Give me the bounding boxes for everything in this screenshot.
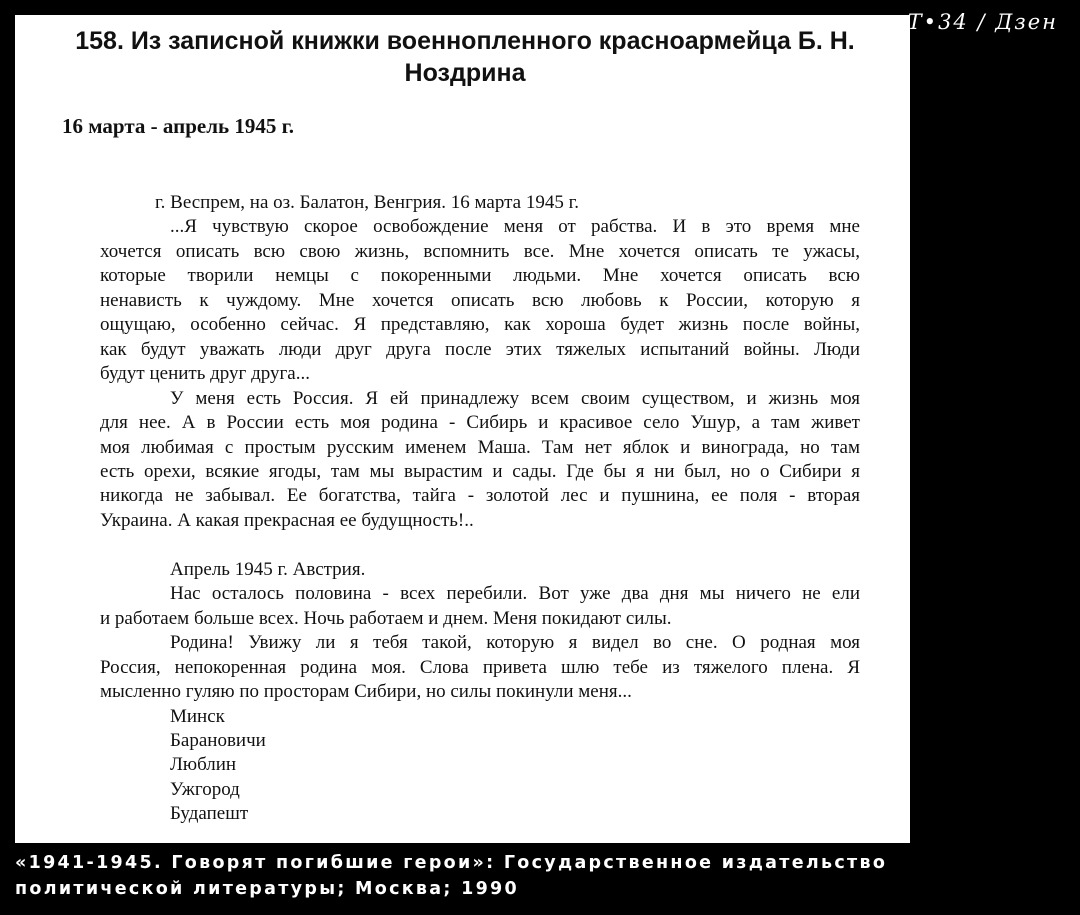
text-line: моя любимая с простым русским именем Маша. Там нет яблок и винограда, но там	[100, 436, 860, 458]
entry-place-line: г. Веспрем, на оз. Балатон, Венгрия. 16 марта 1945 г.	[155, 192, 579, 213]
text-line: для нее. А в России есть моя родина - Сибирь и красивое село Ушур, а там живет	[100, 412, 860, 434]
date-range-heading: 16 марта - апрель 1945 г.	[62, 114, 295, 138]
text-line: никогда не забывал. Ее богатства, тайга - золотой лес и пушнина, ее поля - вторая	[100, 485, 860, 507]
text-line: ...Я чувствую скорое освобождение меня от рабства. И в это время мне	[170, 216, 860, 238]
city-item: Люблин	[170, 754, 237, 776]
city-item: Барановичи	[170, 729, 266, 751]
text-line: и работаем больше всех. Ночь работаем и днем. Меня покидают силы.	[100, 607, 672, 629]
text-line: Родина! Увижу ли я тебя такой, которую я видел во сне. О родная моя	[170, 632, 860, 654]
text-line: как будут уважать люди друг друга после этих тяжелых испытаний войны. Люди	[100, 338, 860, 360]
entry-place-line: Апрель 1945 г. Австрия.	[170, 558, 366, 580]
text-line: Россия, непокоренная родина моя. Слова привета шлю тебе из тяжелого плена. Я	[100, 656, 860, 678]
text-line: которые творили немцы с покоренными людьми. Мне хочется описать всю	[100, 265, 860, 287]
text-line: будут ценить друг друга...	[100, 363, 310, 385]
corner-tag: Т•34 / Дзен	[907, 10, 1058, 34]
text-line: Нас осталось половина - всех перебили. Вот уже два дня мы ничего не ели	[170, 583, 860, 605]
paragraph-gap	[100, 533, 860, 557]
document-body	[100, 191, 860, 827]
document-title: 158. Из записной книжки военнопленного красноармейца Б. Н. Ноздрина	[75, 27, 855, 87]
city-item: Минск	[170, 705, 225, 727]
text-line: Украина. А какая прекрасная ее будущность!..	[100, 509, 474, 531]
text-line: ненависть к чуждому. Мне хочется описать всю любовь к России, которую я	[100, 289, 860, 311]
city-item: Будапешт	[170, 803, 249, 825]
document-page	[15, 15, 910, 843]
caption-line: «1941-1945. Говорят погибшие герои»: Государственное издательство	[15, 853, 888, 873]
text-line: У меня есть Россия. Я ей принадлежу всем своим существом, и жизнь моя	[170, 387, 860, 409]
text-line: мысленно гуляю по просторам Сибири, но силы покинули меня...	[100, 681, 632, 703]
caption-line: политической литературы; Москва; 1990	[15, 879, 519, 899]
text-line: есть орехи, всякие ягоды, там мы вырастим и сады. Где бы я ни был, но о Сибири я	[100, 460, 860, 482]
text-line: ощущаю, особенно сейчас. Я представляю, как хороша будет жизнь после войны,	[100, 314, 860, 336]
source-caption	[15, 850, 1065, 902]
city-item: Ужгород	[170, 778, 240, 800]
text-line: хочется описать всю свою жизнь, вспомнить все. Мне хочется описать те ужасы,	[100, 240, 860, 262]
